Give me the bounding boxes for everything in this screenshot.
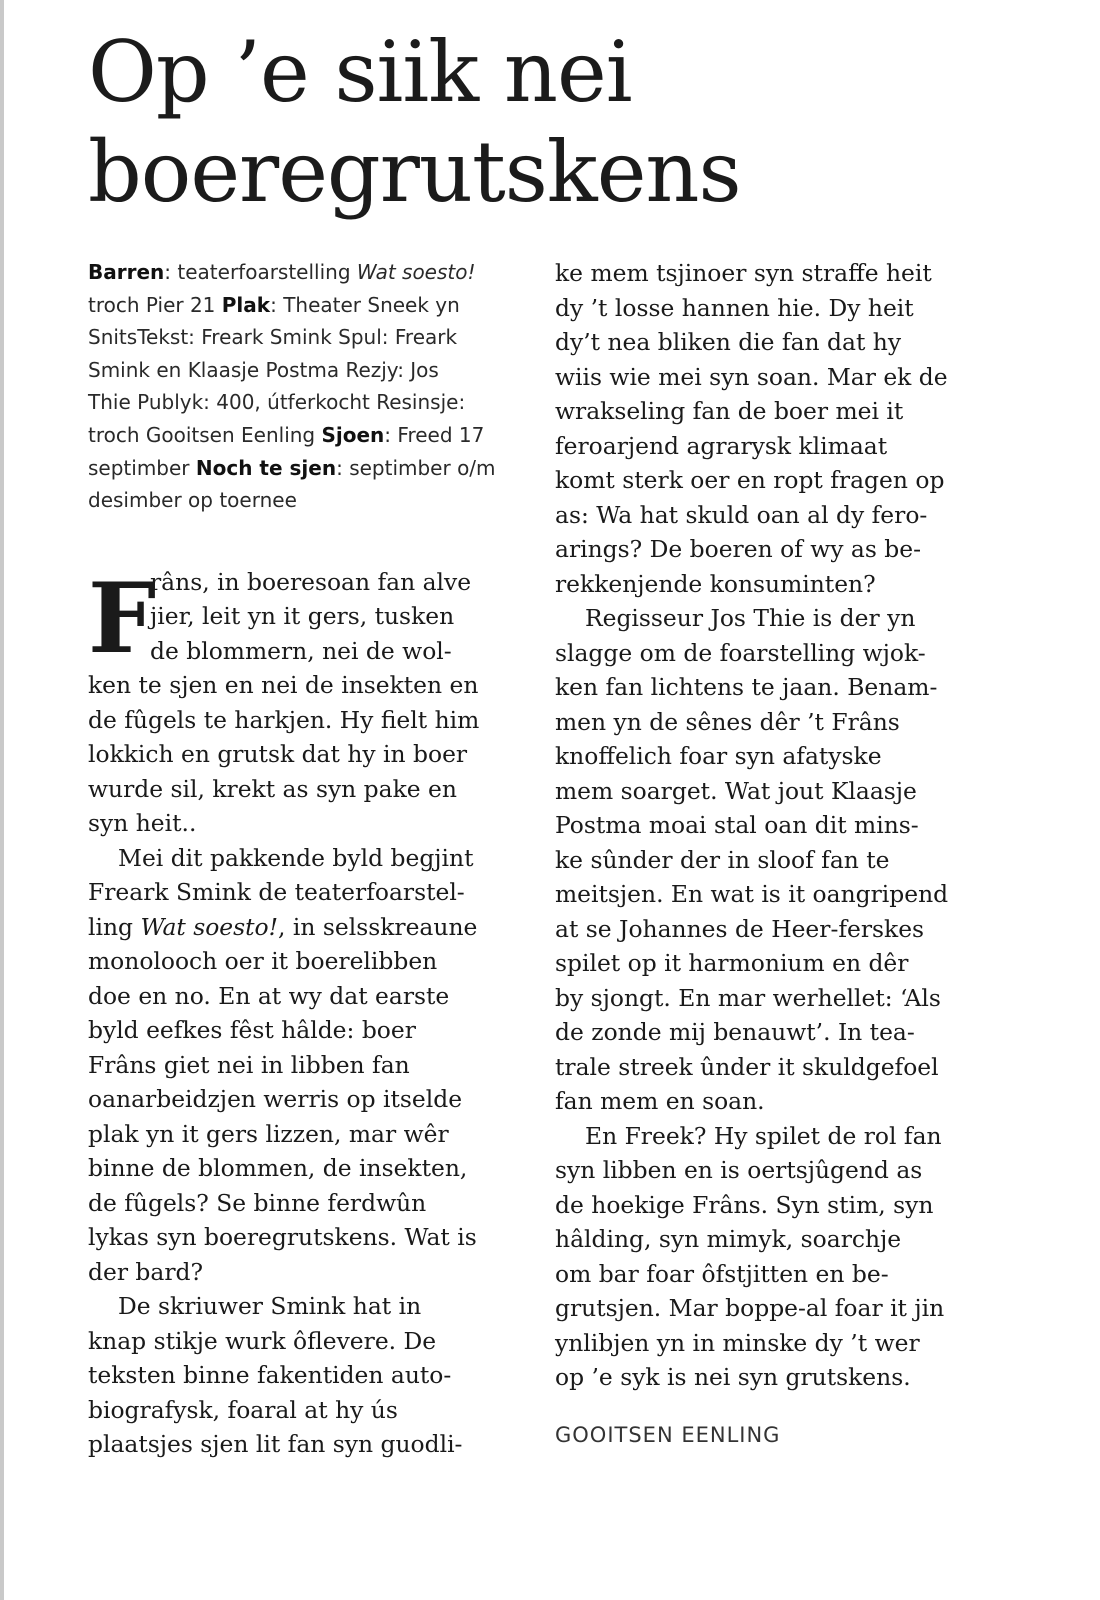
paragraph <box>88 561 533 841</box>
text-line: dy’t nea bliken die fan dat hy <box>555 328 902 356</box>
infobox-line: SnitsTekst: Freark Smink Spul: Freark <box>88 325 458 350</box>
text-line: wiis wie mei syn soan. Mar ek de <box>555 362 948 391</box>
text-line: hâlding, syn mimyk, soarchje <box>555 1225 902 1253</box>
article-body-left <box>88 561 533 1462</box>
show-title: Wat soesto! <box>140 912 279 941</box>
text-line: Postma moai stal oan dit mins- <box>555 811 919 839</box>
text-line: biografysk, foaral at hy ús <box>88 1395 398 1424</box>
text-line: de fûgels? Se binne ferdwûn <box>88 1188 427 1217</box>
text-line: spilet op it harmonium en dêr <box>555 949 909 977</box>
text-line: meitsjen. En wat is it oangripend <box>555 880 949 908</box>
text-line: ynlibjen yn in minske dy ’t wer <box>555 1328 920 1357</box>
text-line: de blommern, nei de wol- <box>150 636 452 665</box>
review-infobox <box>88 256 533 517</box>
text-line: Frâns giet nei in libben fan <box>88 1050 410 1079</box>
text-line: der bard? <box>88 1257 204 1286</box>
infobox-line: troch Gooitsen Eenling Sjoen: Freed 17 <box>88 422 485 447</box>
text-line: by sjongt. En mar werhellet: ‘Als <box>555 983 941 1012</box>
text-line: syn heit.. <box>88 809 197 838</box>
text-line: syn libben en is oertsjûgend as <box>555 1156 923 1184</box>
right-column <box>555 256 1000 1447</box>
text-line: De skriuwer Smink hat in <box>118 1292 422 1321</box>
text-line: at se Johannes de Heer-ferskes <box>555 914 925 943</box>
barren-label: Barren <box>88 260 165 284</box>
text-line: mem soarget. Wat jout Klaasje <box>555 776 917 805</box>
text-line: doe en no. En at wy dat earste <box>88 981 450 1010</box>
text-line: binne de blommen, de insekten, <box>88 1154 468 1183</box>
page-edge-rule <box>0 0 4 1600</box>
text-line: plaatsjes sjen lit fan syn guodli- <box>88 1430 463 1459</box>
text-line: fan mem en soan. <box>555 1087 765 1115</box>
paragraph <box>88 841 533 1290</box>
text-line: men yn de sênes dêr ’t Frâns <box>555 707 900 736</box>
text-line: Freark Smink de teaterfoarstel- <box>88 878 465 907</box>
text-line: jier, leit yn it gers, tusken <box>150 602 455 631</box>
text-line: wurde sil, krekt as syn pake en <box>88 774 457 803</box>
text-line: Regisseur Jos Thie is der yn <box>585 604 916 632</box>
infobox-line: troch Pier 21 Plak: Theater Sneek yn <box>88 292 460 317</box>
text-line: komt sterk oer en ropt fragen op <box>555 466 945 494</box>
text-line: de hoekige Frâns. Syn stim, syn <box>555 1190 934 1219</box>
article-body-right <box>555 256 1000 1395</box>
text-line: ke sûnder der in sloof fan te <box>555 845 890 874</box>
text-line: ken fan lichtens te jaan. Benam- <box>555 673 938 701</box>
text-line: wrakseling fan de boer mei it <box>555 397 904 425</box>
text-line: op ’e syk is nei syn grutskens. <box>555 1363 911 1391</box>
text-line: monolooch oer it boerelibben <box>88 947 438 976</box>
show-title: Wat soesto! <box>356 260 476 284</box>
text-line: ken te sjen en nei de insekten en <box>88 671 479 700</box>
text-line: arings? De boeren of wy as be- <box>555 535 922 563</box>
headline-line: boeregrutskens <box>88 123 741 221</box>
infobox-line: Thie Publyk: 400, útferkocht Resinsje: <box>88 390 466 415</box>
text-line: ling Wat soesto!, in selsskreaune <box>88 912 478 941</box>
infobox-line: desimber op toernee <box>88 488 297 513</box>
infobox-line: septimber Noch te sjen: septimber o/m <box>88 455 496 480</box>
text-line: trale streek ûnder it skuldgefoel <box>555 1052 939 1081</box>
text-line: Mei dit pakkende byld begjint <box>118 843 474 872</box>
text-line: byld eefkes fêst hâlde: boer <box>88 1016 416 1045</box>
sjoen-label: Sjoen <box>321 422 385 447</box>
text-line: râns, in boeresoan fan alve <box>150 567 472 596</box>
text-line: ke mem tsjinoer syn straffe heit <box>555 259 932 287</box>
author-byline: GOOITSEN EENLING <box>555 1422 781 1447</box>
paragraph <box>555 601 1000 1119</box>
text-line: om bar foar ôfstjitten en be- <box>555 1259 889 1288</box>
text-line: grutsjen. Mar boppe-al foar it jin <box>555 1294 945 1322</box>
plak-label: Plak <box>221 292 271 317</box>
paragraph <box>555 256 1000 601</box>
paragraph <box>555 1119 1000 1395</box>
text-line: lykas syn boeregrutskens. Wat is <box>88 1223 477 1252</box>
text-line: de zonde mij benauwt’. In tea- <box>555 1018 915 1046</box>
text-line: oanarbeidzjen werris op itselde <box>88 1085 463 1114</box>
text-line: teksten binne fakentiden auto- <box>88 1361 452 1390</box>
noch-te-sjen-label: Noch te sjen <box>195 455 337 480</box>
text-line: de fûgels te harkjen. Hy fielt him <box>88 705 480 734</box>
text-line: En Freek? Hy spilet de rol fan <box>585 1121 942 1150</box>
infobox-line: Barren: teaterfoarstelling Wat soesto! <box>88 260 476 284</box>
text-line: rekkenjende konsuminten? <box>555 569 876 598</box>
infobox-line: Smink en Klaasje Postma Rezjy: Jos <box>88 357 439 382</box>
text-line: knap stikje wurk ôflevere. De <box>88 1326 437 1355</box>
text-line: slagge om de foarstelling wjok- <box>555 638 926 667</box>
text-line: lokkich en grutsk dat hy in boer <box>88 740 468 769</box>
text-line: knoffelich foar syn afatyske <box>555 742 882 770</box>
article-headline <box>88 22 1048 222</box>
text-line: as: Wa hat skuld oan al dy fero- <box>555 500 928 529</box>
left-column <box>88 256 533 1462</box>
text-line: dy ’t losse hannen hie. Dy heit <box>555 293 914 322</box>
drop-cap: F <box>88 561 157 675</box>
text-line: plak yn it gers lizzen, mar wêr <box>88 1119 449 1148</box>
headline-line: Op ’e siik nei <box>88 23 632 121</box>
paragraph <box>88 1289 533 1462</box>
text-line: feroarjend agrarysk klimaat <box>555 431 888 460</box>
